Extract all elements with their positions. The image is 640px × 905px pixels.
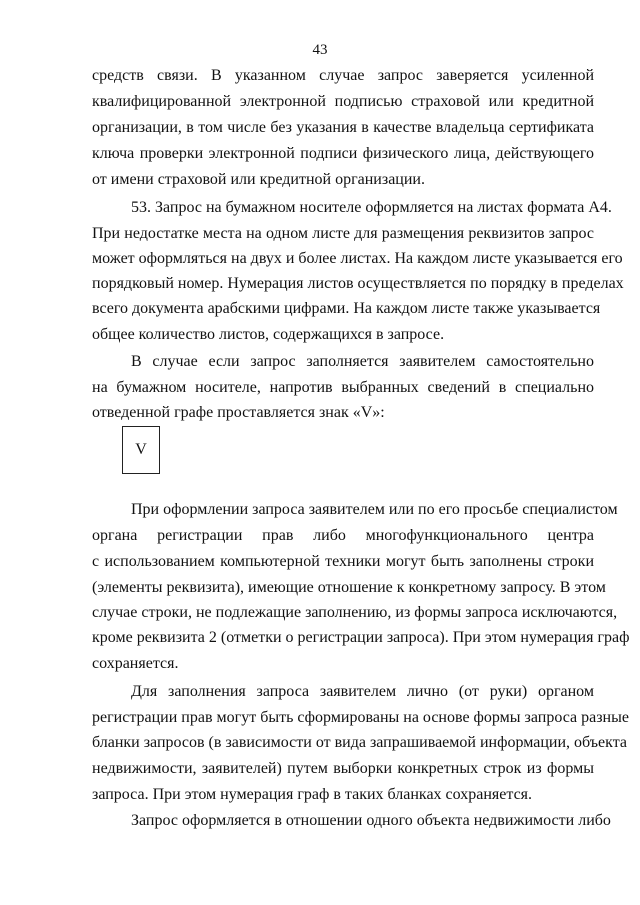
text-line: кроме реквизита 2 (отметки о регистрации запроса). При этом нумерация граф <box>92 629 630 646</box>
text-line: от имени страховой или кредитной организации. <box>92 171 425 188</box>
text-line: на бумажном носителе, напротив выбранных сведений в специально <box>92 379 594 396</box>
text-line: отведенной графе проставляется знак «V»: <box>92 404 385 421</box>
text-line: органа регистрации прав либо многофункционального центра <box>92 527 594 544</box>
text-line: организации, в том числе без указания в качестве владельца сертификата <box>92 119 594 136</box>
text-line: случае строки, не подлежащие заполнению, из формы запроса исключаются, <box>92 604 618 621</box>
text-line: При недостатке места на одном листе для размещения реквизитов запрос <box>92 225 594 242</box>
text-line: запроса. При этом нумерация граф в таких бланках сохраняется. <box>92 786 533 803</box>
text-line: Для заполнения запроса заявителем лично (от руки) органом <box>131 683 594 700</box>
page-number: 43 <box>312 42 328 58</box>
text-line: недвижимости, заявителей) путем выборки конкретных строк из формы <box>92 760 594 777</box>
text-line: регистрации прав могут быть сформированы на основе формы запроса разные <box>92 709 629 726</box>
text-line: Запрос оформляется в отношении одного объекта недвижимости либо <box>131 812 611 829</box>
text-line: с использованием компьютерной техники могут быть заполнены строки <box>92 553 594 570</box>
text-line: (элементы реквизита), имеющие отношение к конкретному запросу. В этом <box>92 579 606 596</box>
text-line: порядковый номер. Нумерация листов осуществляется по порядку в пределах <box>92 275 624 292</box>
text-line: При оформлении запроса заявителем или по его просьбе специалистом <box>131 501 618 518</box>
text-line: всего документа арабскими цифрами. На каждом листе также указывается <box>92 300 601 317</box>
checkbox-sample <box>122 426 160 474</box>
text-line: сохраняется. <box>92 655 179 672</box>
text-line: бланки запросов (в зависимости от вида запрашиваемой информации, объекта <box>92 734 627 751</box>
text-line: ключа проверки электронной подписи физического лица, действующего <box>92 145 594 162</box>
text-line: средств связи. В указанном случае запрос заверяется усиленной <box>92 67 594 84</box>
checkbox-mark: V <box>135 441 147 458</box>
text-line: общее количество листов, содержащихся в запросе. <box>92 326 445 343</box>
text-line: квалифицированной электронной подписью страховой или кредитной <box>92 93 594 110</box>
text-line: 53. Запрос на бумажном носителе оформляется на листах формата А4. <box>131 199 612 216</box>
text-line: может оформляться на двух и более листах. На каждом листе указывается его <box>92 250 623 267</box>
text-line: В случае если запрос заполняется заявителем самостоятельно <box>131 353 594 370</box>
